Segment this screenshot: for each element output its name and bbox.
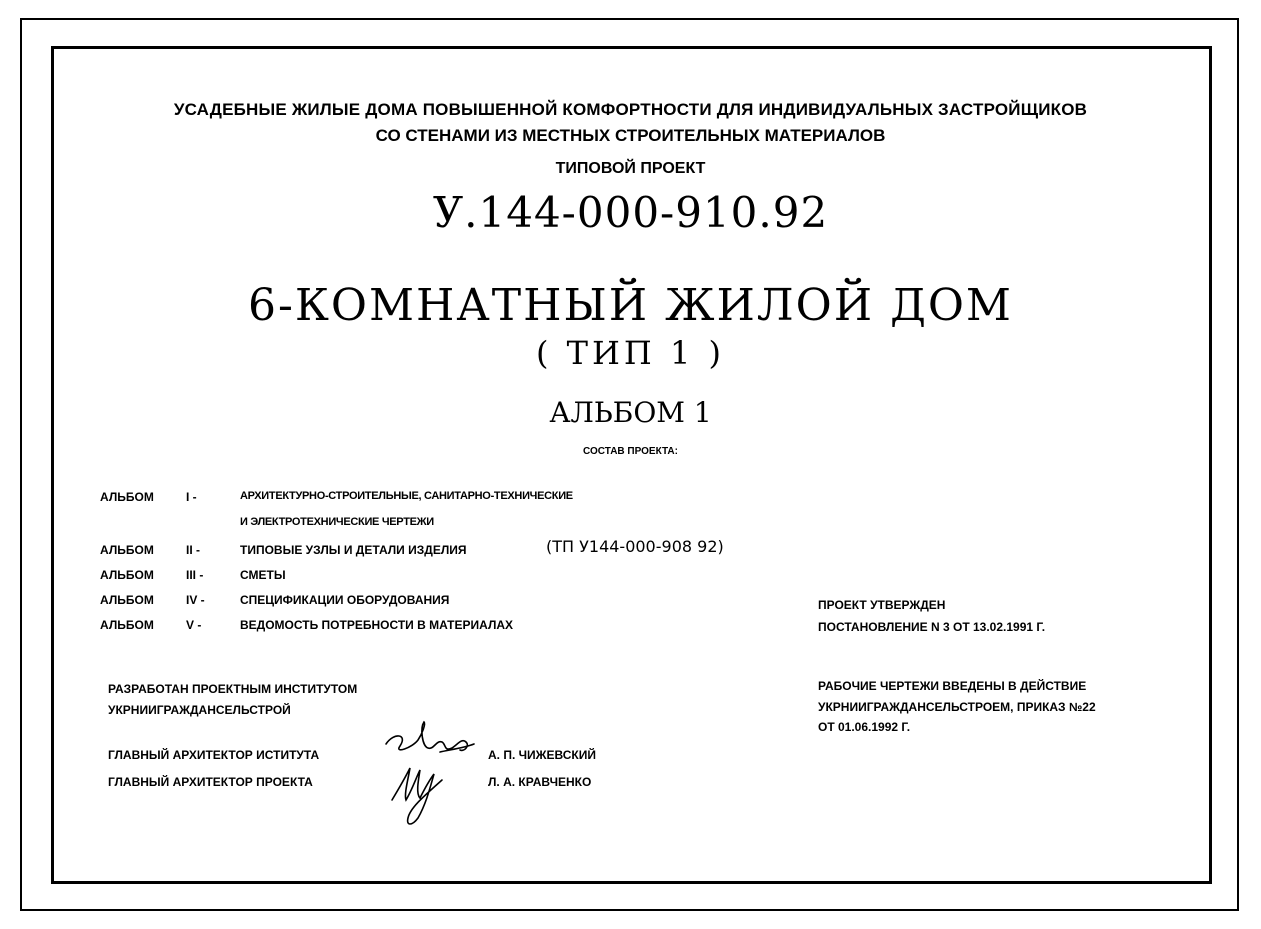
developer-line-1: РАЗРАБОТАН ПРОЕКТНЫМ ИНСТИТУТОМ: [108, 682, 358, 696]
approval-line-2: ПОСТАНОВЛЕНИЕ N 3 ОТ 13.02.1991 Г.: [818, 620, 1046, 634]
album-description: ТИПОВЫЕ УЗЛЫ И ДЕТАЛИ ИЗДЕЛИЯ: [240, 543, 467, 557]
album-description-cont: И ЭЛЕКТРОТЕХНИЧЕСКИЕ ЧЕРТЕЖИ: [240, 516, 434, 528]
album-word: АЛЬБОМ: [100, 568, 154, 582]
signatory-role: ГЛАВНЫЙ АРХИТЕКТОР ИСТИТУТА: [108, 748, 320, 762]
house-title: 6-КОМНАТНЫЙ ЖИЛОЙ ДОМ: [248, 280, 1013, 331]
album-description: СМЕТЫ: [240, 568, 286, 582]
album-description: АРХИТЕКТУРНО-СТРОИТЕЛЬНЫЕ, САНИТАРНО-ТЕХНИЧЕСКИЕ: [240, 490, 573, 502]
signature-chizhevsky-icon: [382, 718, 482, 766]
album-word: АЛЬБОМ: [100, 618, 154, 632]
album-number: II -: [186, 543, 200, 557]
album-word: АЛЬБОМ: [100, 593, 154, 607]
album-number: III -: [186, 568, 204, 582]
signatory-name: Л. А. КРАВЧЕНКО: [488, 775, 592, 789]
header-line-2: СО СТЕНАМИ ИЗ МЕСТНЫХ СТРОИТЕЛЬНЫХ МАТЕРИАЛОВ: [375, 126, 886, 145]
working-drawings-line-2: УКРНИИГРАЖДАНСЕЛЬСТРОЕМ, ПРИКАЗ №22: [818, 700, 1096, 714]
album-word: АЛЬБОМ: [100, 543, 154, 557]
signatory-role: ГЛАВНЫЙ АРХИТЕКТОР ПРОЕКТА: [108, 775, 313, 789]
project-code: У.144-000-910.92: [432, 188, 829, 237]
header-line-1: УСАДЕБНЫЕ ЖИЛЫЕ ДОМА ПОВЫШЕННОЙ КОМФОРТНОСТИ ДЛЯ ИНДИВИДУАЛЬНЫХ ЗАСТРОЙЩИКОВ: [173, 100, 1088, 119]
album-word: АЛЬБОМ: [100, 490, 154, 504]
album-description: ВЕДОМОСТЬ ПОТРЕБНОСТИ В МАТЕРИАЛАХ: [240, 618, 514, 632]
working-drawings-line-3: ОТ 01.06.1992 Г.: [818, 720, 911, 734]
album-number: IV -: [186, 593, 205, 607]
signatory-name: А. П. ЧИЖЕВСКИЙ: [488, 748, 596, 762]
approval-line-1: ПРОЕКТ УТВЕРЖДЕН: [818, 598, 946, 612]
album-title: АЛЬБОМ 1: [549, 396, 712, 429]
working-drawings-line-1: РАБОЧИЕ ЧЕРТЕЖИ ВВЕДЕНЫ В ДЕЙСТВИЕ: [818, 679, 1087, 693]
composition-heading: СОСТАВ ПРОЕКТА:: [583, 446, 678, 457]
album-description: СПЕЦИФИКАЦИИ ОБОРУДОВАНИЯ: [240, 593, 450, 607]
developer-line-2: УКРНИИГРАЖДАНСЕЛЬСТРОЙ: [108, 703, 291, 717]
house-type: ( ТИП 1 ): [536, 334, 725, 372]
signature-kravchenko-icon: [384, 760, 464, 830]
album-number: V -: [186, 618, 202, 632]
album-number: I -: [186, 490, 197, 504]
album-reference-note: (ТП У144-000-908 92): [546, 537, 724, 556]
header-line-3: ТИПОВОЙ ПРОЕКТ: [555, 160, 706, 177]
